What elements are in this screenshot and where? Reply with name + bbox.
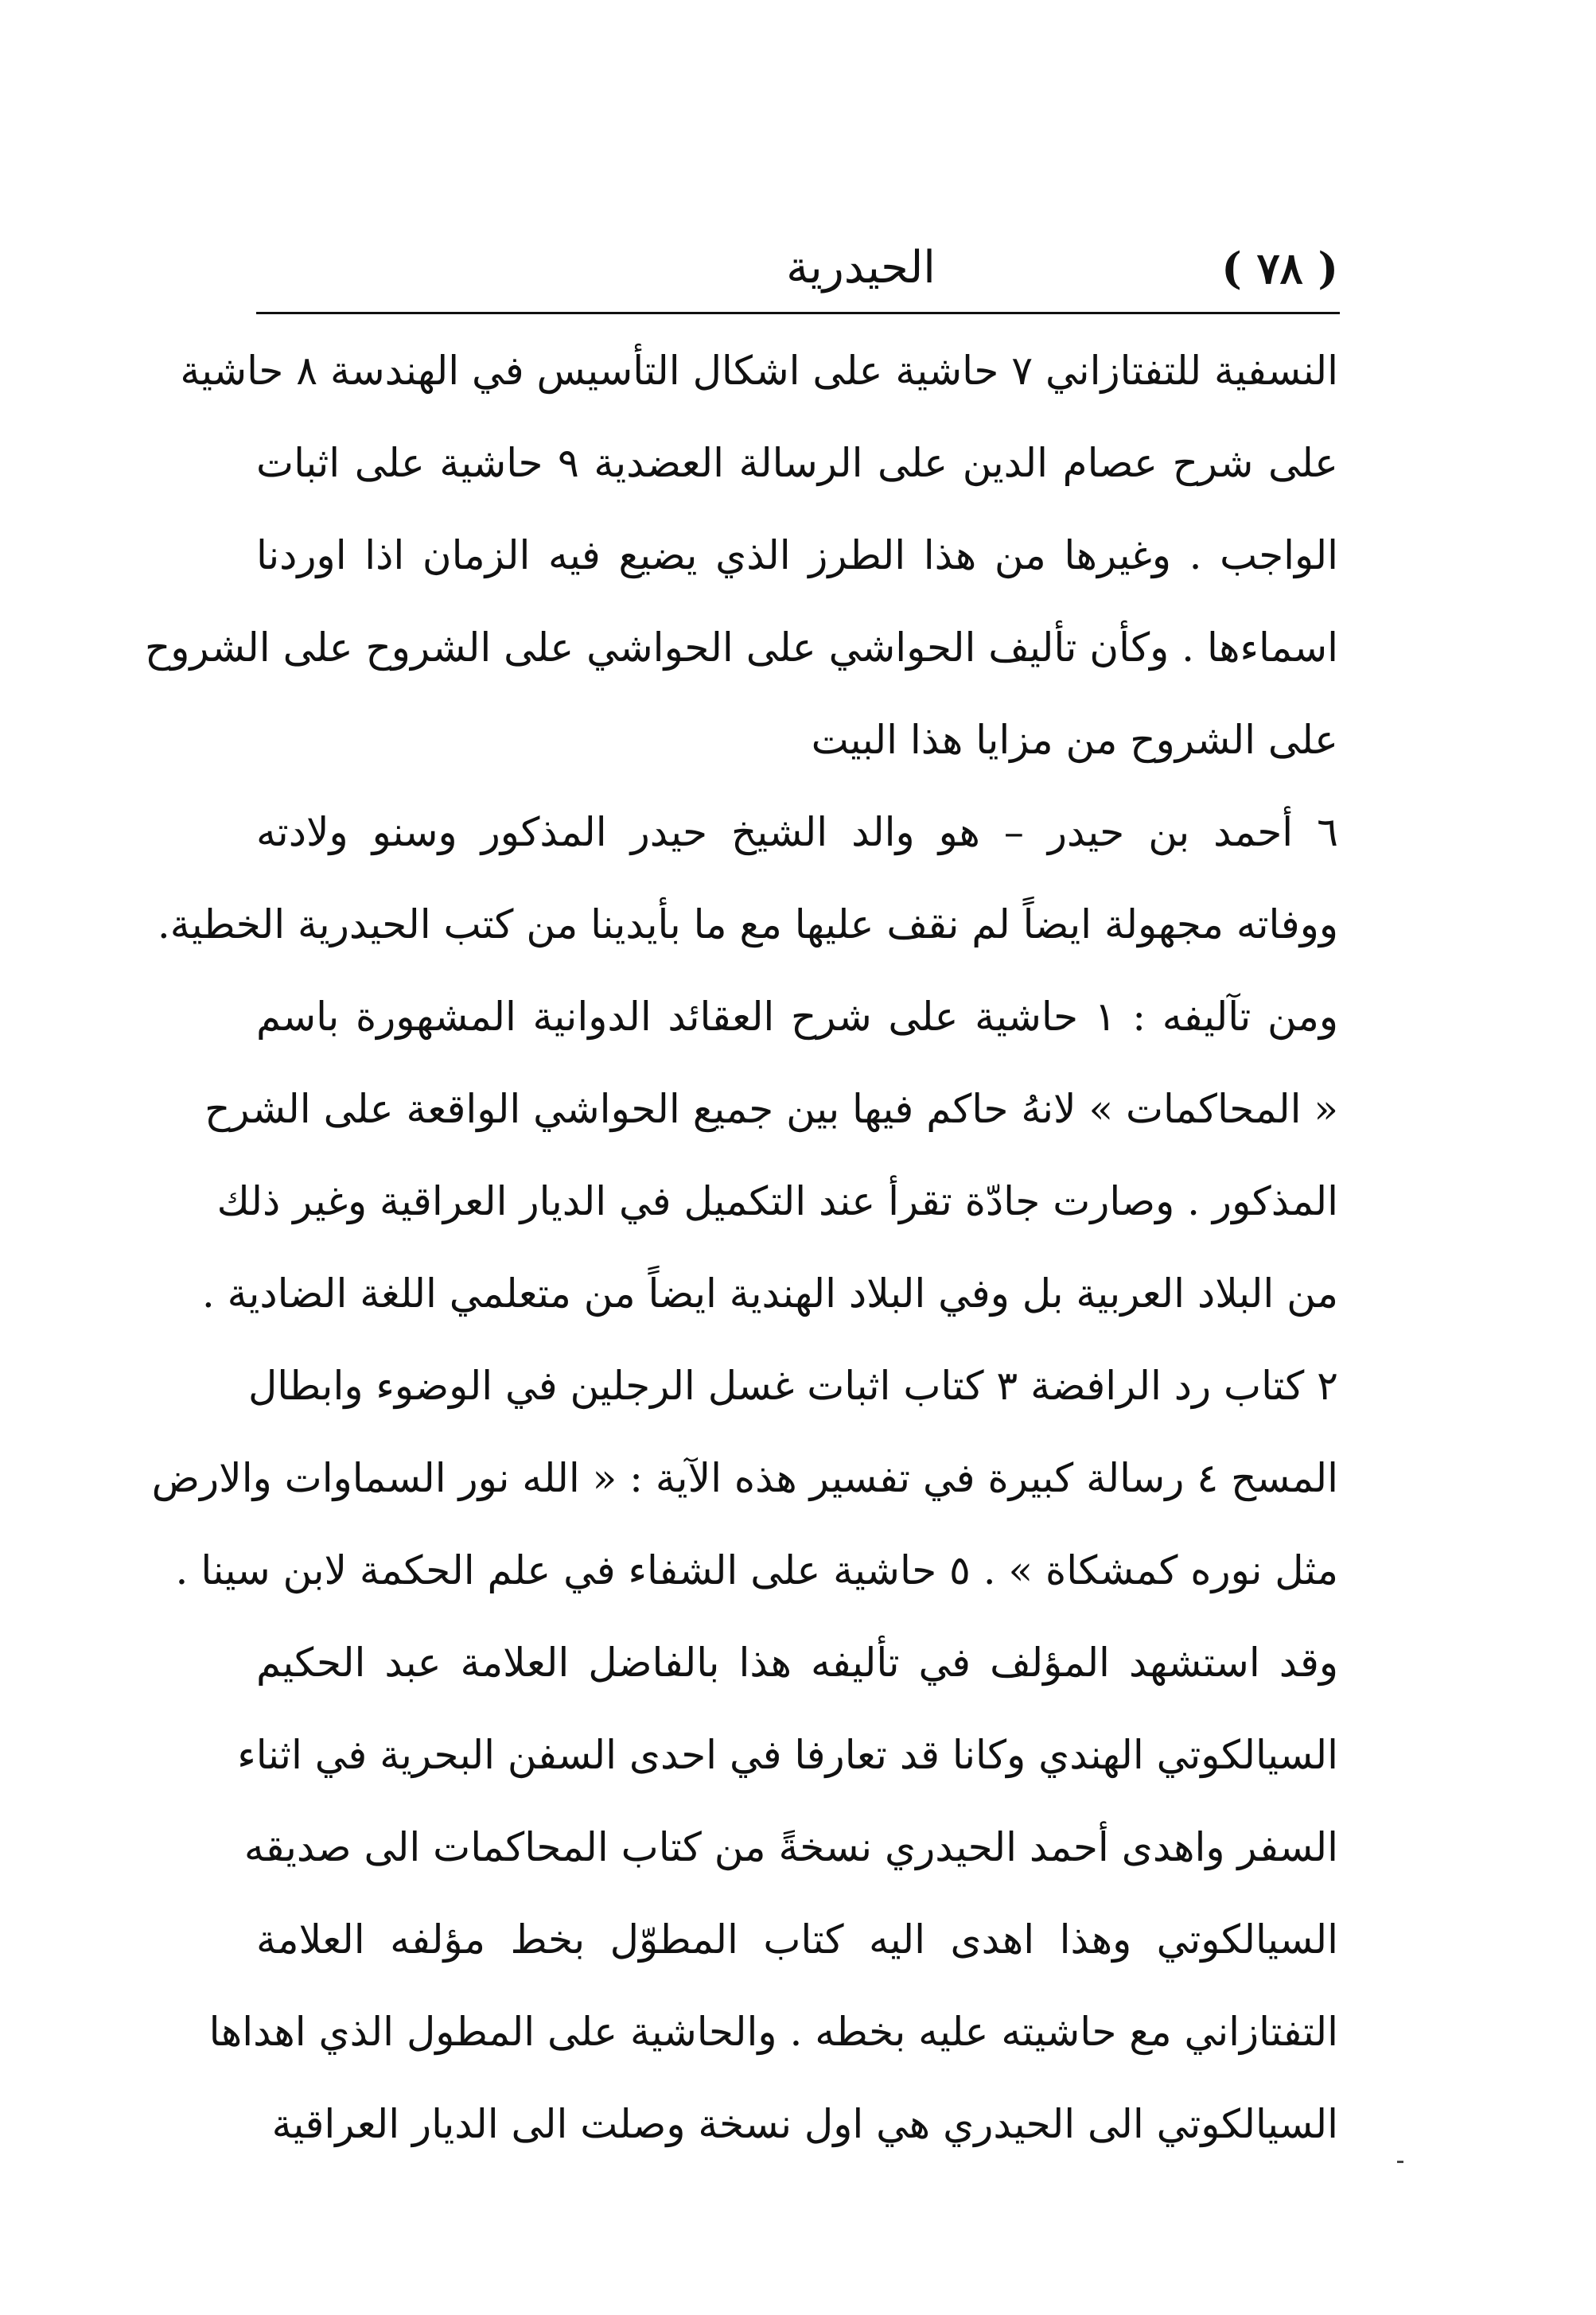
text-line: ومن تآليفه : ١ حاشية على شرح العقائد الدوانية المشهورة باسم bbox=[256, 994, 1338, 1040]
text-line: « المحاكمات » لانهُ حاكم فيها بين جميع الحواشي الواقعة على الشرح bbox=[204, 1086, 1338, 1132]
text-line: من البلاد العربية بل وفي البلاد الهندية ايضاً من متعلمي اللغة الضادية . bbox=[201, 1270, 1338, 1317]
text-line: السيالكوتي الهندي وكانا قد تعارفا في احدى السفن البحرية في اثناء bbox=[237, 1732, 1338, 1778]
text-line: السيالكوتي الى الحيدري هي اول نسخة وصلت الى الديار العراقية bbox=[271, 2101, 1338, 2147]
text-line: مثل نوره كمشكاة » . ٥ حاشية على الشفاء في علم الحكمة لابن سينا . bbox=[175, 1547, 1338, 1593]
text-line: ٢ كتاب رد الرافضة ٣ كتاب اثبات غسل الرجلين في الوضوء وابطال bbox=[247, 1363, 1338, 1409]
text-line: المذكور . وصارت جادّة تقرأ عند التكميل في الديار العراقية وغير ذلك bbox=[216, 1178, 1338, 1224]
text-line: السيالكوتي وهذا اهدى اليه كتاب المطوّل بخط مؤلفه العلامة bbox=[256, 1916, 1338, 1963]
page-number: ( ٧٨ ) bbox=[1221, 243, 1338, 294]
text-line: الواجب . وغيرها من هذا الطرز الذي يضيع فيه الزمان اذا اوردنا bbox=[256, 532, 1338, 578]
text-line: المسح ٤ رسالة كبيرة في تفسير هذه الآية : « الله نور السماوات والارض bbox=[151, 1455, 1338, 1501]
text-line: ووفاته مجهولة ايضاً لم نقف عليها مع ما بأيدينا من كتب الحيدرية الخطية. bbox=[157, 901, 1338, 947]
page-header bbox=[256, 232, 1338, 304]
text-line: السفر واهدى أحمد الحيدري نسخةً من كتاب المحاكمات الى صديقه bbox=[243, 1824, 1338, 1870]
scan-speck bbox=[1397, 2161, 1403, 2163]
body-text bbox=[144, 325, 1339, 2170]
text-line: على الشروح من مزايا هذا البيت bbox=[811, 717, 1338, 763]
text-line: اسماءها . وكأن تأليف الحواشي على الحواشي على الشروح على الشروح bbox=[144, 624, 1338, 671]
text-line: وقد استشهد المؤلف في تأليفه هذا بالفاضل العلامة عبد الحكيم bbox=[256, 1640, 1338, 1686]
text-line: النسفية للتفتازاني ٧ حاشية على اشكال التأسيس في الهندسة ٨ حاشية bbox=[180, 348, 1338, 394]
text-line: على شرح عصام الدين على الرسالة العضدية ٩ حاشية على اثبات bbox=[256, 440, 1339, 486]
running-title: الحيدرية bbox=[786, 242, 936, 294]
text-line: ٦ أحمد بن حيدر – هو والد الشيخ حيدر المذكور وسنو ولادته bbox=[256, 809, 1338, 855]
header-rule bbox=[256, 312, 1340, 314]
text-line: التفتازاني مع حاشيته عليه بخطه . والحاشية على المطول الذي اهداها bbox=[208, 2009, 1338, 2055]
